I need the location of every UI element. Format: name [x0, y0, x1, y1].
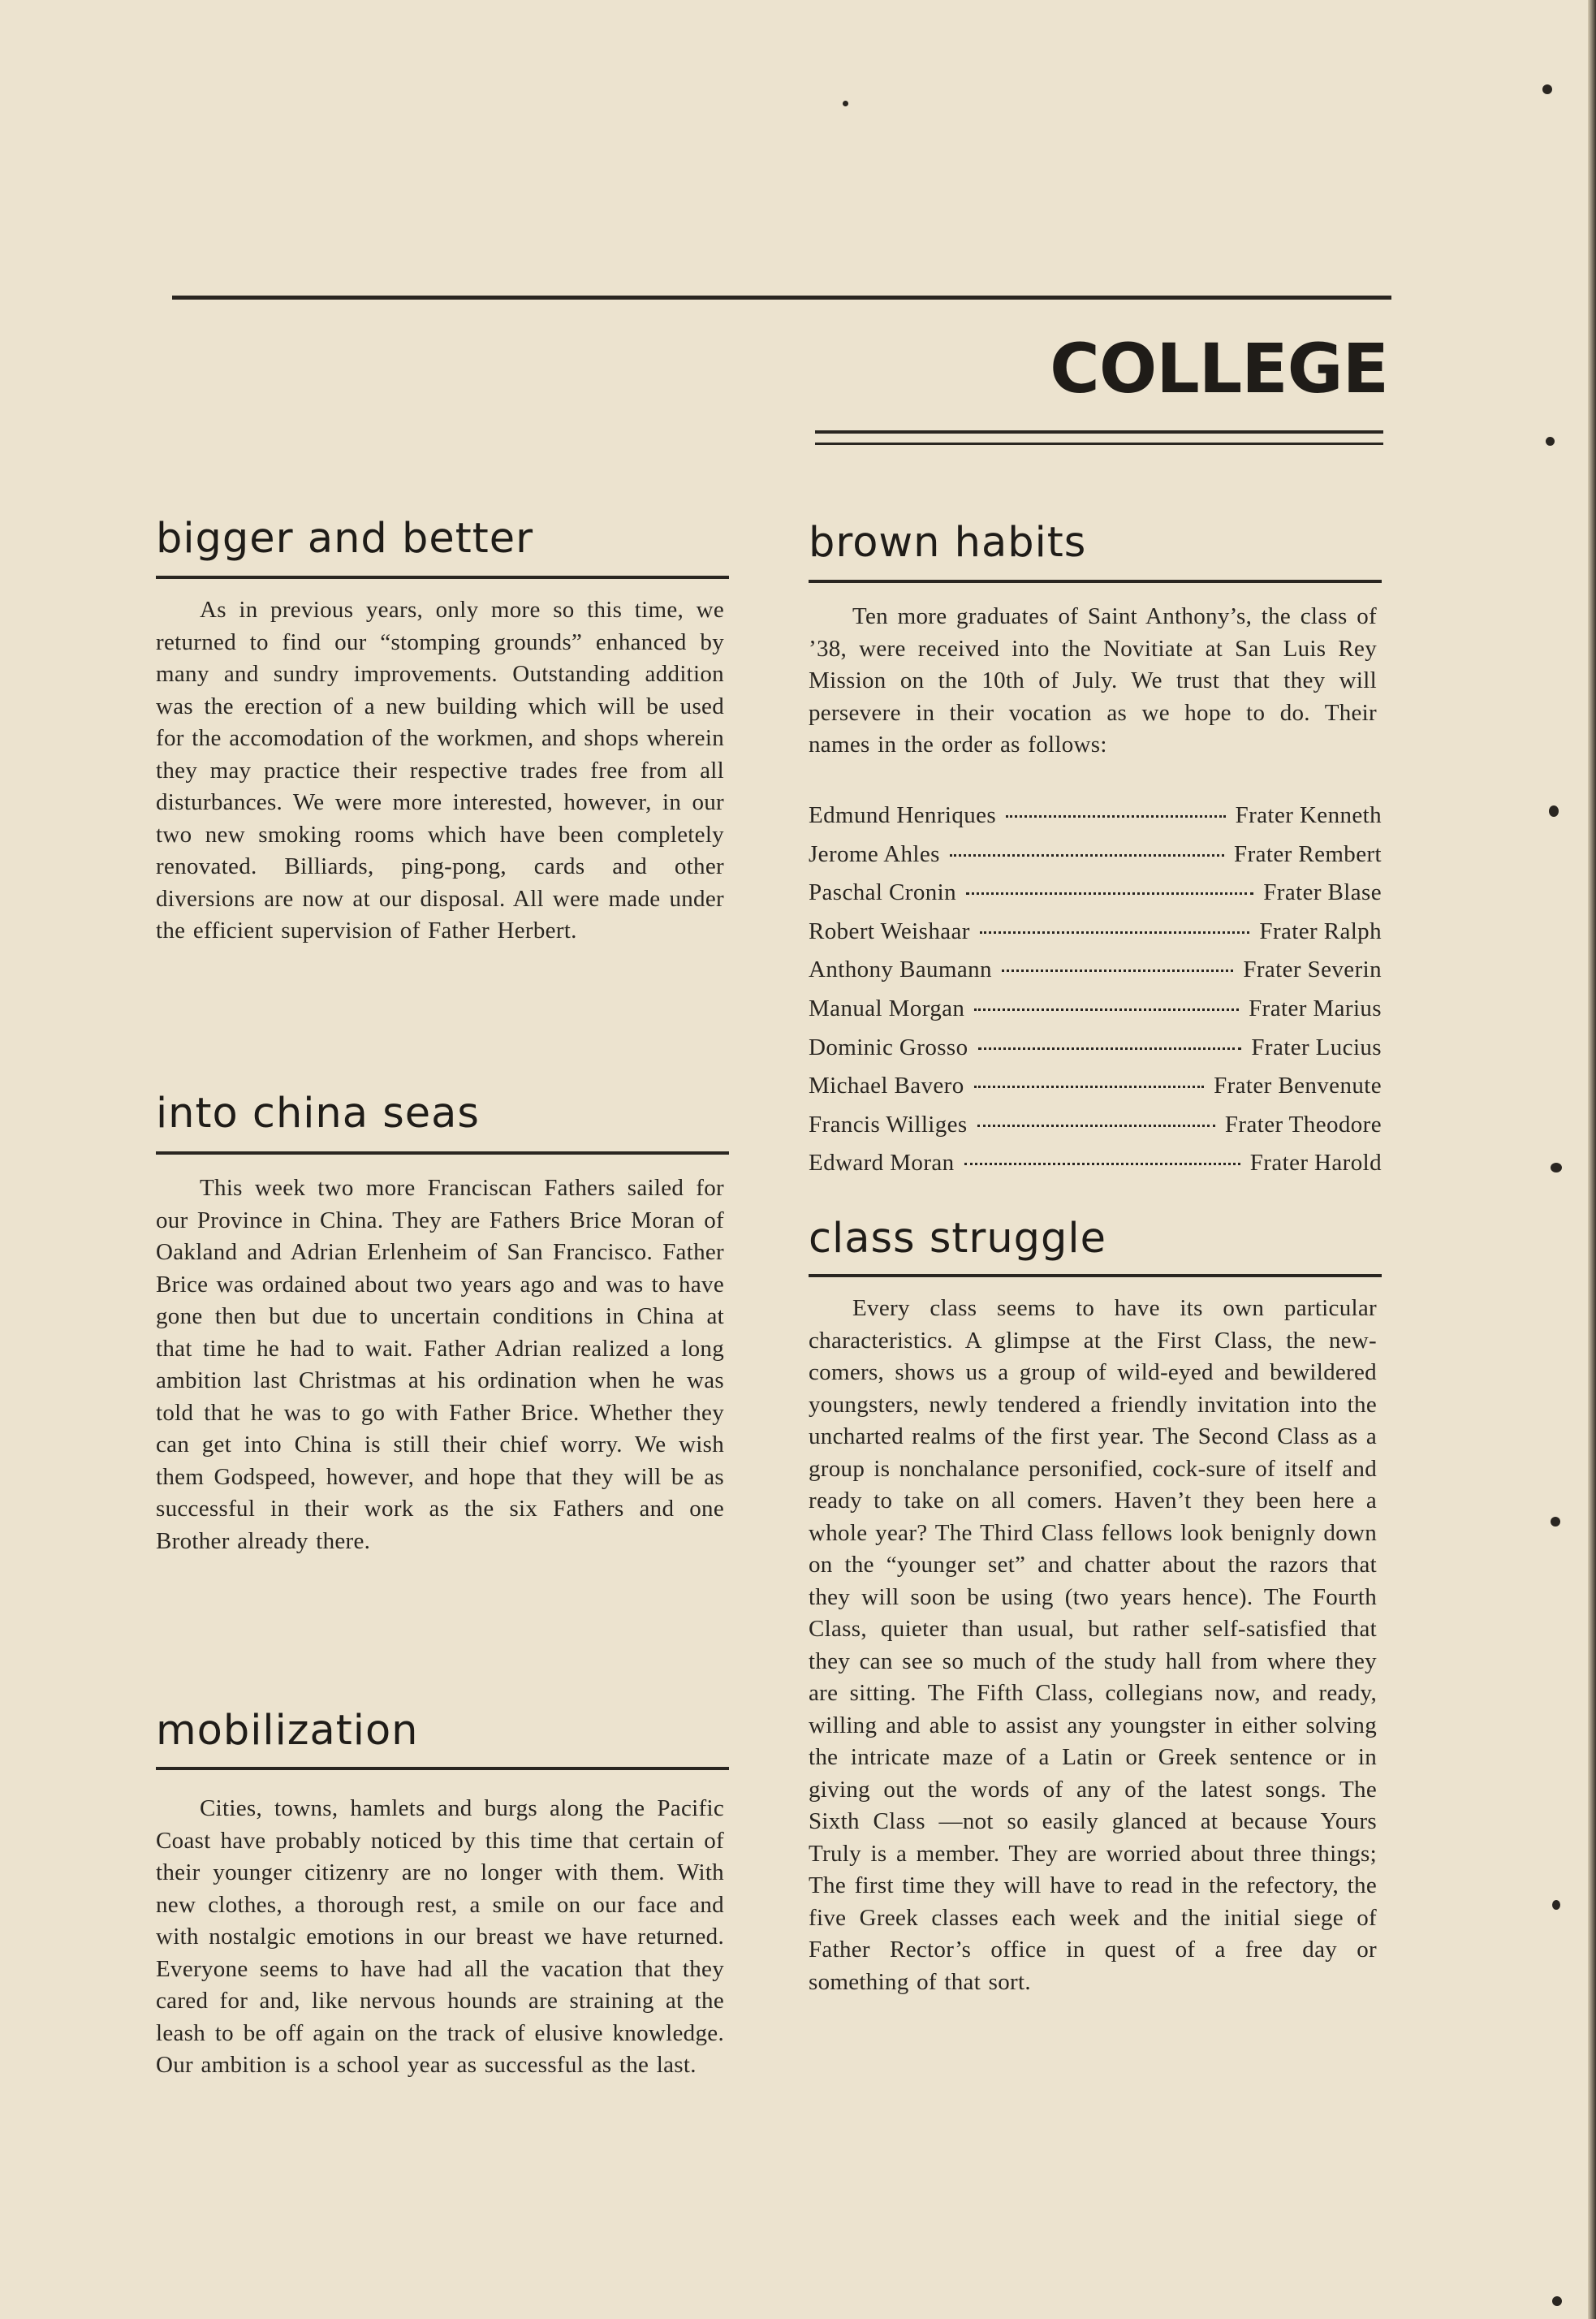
novice-row: [809, 957, 1382, 995]
novice-name: Jerome Ahles: [809, 840, 940, 867]
novice-name: Francis Williges: [809, 1111, 968, 1138]
article-heading: bigger and better: [156, 515, 534, 563]
ink-speck: [1549, 805, 1559, 817]
novice-name: Michael Bavero: [809, 1073, 964, 1099]
heading-rule: [809, 1274, 1382, 1277]
article-heading: class struggle: [809, 1215, 1106, 1263]
article-body: Every class seems to have its own particular characteristics. A glimpse at the First Class, the new-comers, shows us a group of wild-eyed and bewildered youngsters, newly tendered a friendly invitation into the uncharted realms of the first year. The Second Class as a group is nonchalance personified, cock-sure of itself and ready to take on all comers. Haven’t they been here a whole year? The Third Class fellows look benignly down on the “younger set” and chatter about the razors that they will soon be using (two years hence). The Fourth Class, quieter than usual, but rather self-satisfied that they can see so much of the study hall from where they are sitting. The Fifth Class, collegians now, and ready, willing and able to assist any youngster in either solving the intricate maze of a Latin or Greek sentence or in giving out the words of any of the latest songs. The Sixth Class —not so easily glanced at because Yours Truly is a member. They are worried about three things; The first time they will have to read in the refectory, the five Greek classes each week and the initial siege of Father Rector’s office in quest of a free day or something of that sort.: [809, 1295, 1377, 1995]
novice-name: Edward Moran: [809, 1150, 955, 1177]
novice-name: Manual Morgan: [809, 995, 965, 1021]
religious-name: Frater Harold: [1249, 1150, 1382, 1177]
novice-row: [809, 1150, 1382, 1189]
article-body: This week two more Franciscan Fathers sailed for our Province in China. They are Fathers Brice Moran of Oakland and Adrian Erlenheim of San Francisco. Father Brice was ordained about two years ago and was to have gone then but due to uncertain conditions in China at that time he had to wait. Father Adrian realized a long ambition last Christmas at his ordination when he was told that he was to go with Father Brice. Whether they can get into China is still their chief worry. We wish them Godspeed, however, and hope that they will be as successful in their work as the six Fathers and one Brother already there.: [156, 1175, 724, 1554]
religious-name: Frater Theodore: [1224, 1111, 1382, 1138]
heading-rule: [156, 1767, 729, 1770]
novice-name: Robert Weishaar: [809, 918, 970, 944]
top-rule: [172, 296, 1391, 300]
novice-row: [809, 879, 1382, 918]
leader-dots: [980, 931, 1250, 934]
section-title: COLLEGE: [1050, 329, 1388, 408]
novice-row: [809, 918, 1382, 957]
novice-list: [809, 802, 1382, 1189]
ink-speck: [1542, 84, 1552, 94]
religious-name: Frater Rembert: [1234, 840, 1382, 867]
novice-name: Paschal Cronin: [809, 879, 956, 906]
religious-name: Frater Marius: [1249, 995, 1382, 1021]
leader-dots: [964, 1163, 1240, 1165]
article-heading: brown habits: [809, 519, 1087, 567]
article-body: Cities, towns, hamlets and burgs along the Pacific Coast have probably noticed by this time that certain of their younger citizenry are no longer with them. With new clothes, a thorough rest, a smile on our face and with nostalgic emotions in our breast we have returned. Everyone seems to have had all the vacation that they cared for and, like nervous hounds are straining at the leash to be off again on the track of elusive knowledge. Our ambition is a school year as successful as the last.: [156, 1795, 724, 2078]
novice-row: [809, 995, 1382, 1034]
religious-name: Frater Lucius: [1251, 1034, 1382, 1060]
ink-speck: [843, 101, 848, 106]
leader-dots: [1002, 969, 1233, 972]
heading-rule: [156, 1151, 729, 1155]
novice-row: [809, 802, 1382, 841]
ink-speck: [1552, 2296, 1562, 2306]
leader-dots: [978, 1047, 1242, 1050]
novice-name: Anthony Baumann: [809, 957, 992, 983]
leader-dots: [1006, 815, 1226, 818]
novice-name: Edmund Henriques: [809, 802, 997, 828]
heading-rule: [156, 576, 729, 579]
leader-dots: [974, 1008, 1239, 1011]
ink-speck: [1551, 1517, 1560, 1527]
religious-name: Frater Ralph: [1259, 918, 1382, 944]
leader-dots: [950, 854, 1224, 857]
leader-dots: [974, 1086, 1204, 1088]
page-edge: [1588, 0, 1596, 2319]
title-rule-upper: [815, 430, 1383, 434]
article-heading: mobilization: [156, 1707, 419, 1755]
religious-name: Frater Kenneth: [1235, 802, 1382, 828]
title-rule-lower: [815, 443, 1383, 445]
article-heading: into china seas: [156, 1090, 480, 1138]
leader-dots: [966, 892, 1253, 895]
article-body: As in previous years, only more so this time, we returned to find our “stomping grounds” enhanced by many and sundry improvements. Outstanding addition was the erection of a new building which will be used for the accomodation of the workmen, and shops wherein they may practice their respective trades free from all disturbances. We were more interested, however, in our two new smoking rooms which have been completely renovated. Billiards, ping-pong, cards and other diversions are now at our disposal. All were made under the efficient supervision of Father Herbert.: [156, 597, 724, 944]
religious-name: Frater Severin: [1243, 957, 1382, 983]
leader-dots: [977, 1125, 1215, 1127]
ink-speck: [1551, 1163, 1562, 1172]
article-body: Ten more graduates of Saint Anthony’s, the class of ’38, were received into the Novitiate at San Luis Rey Mission on the 10th of July. We trust that they will persevere in their vocation as we hope to do. Their names in the order as follows:: [809, 603, 1377, 758]
ink-speck: [1552, 1900, 1560, 1910]
novice-name: Dominic Grosso: [809, 1034, 968, 1060]
novice-row: [809, 1034, 1382, 1073]
religious-name: Frater Benvenute: [1214, 1073, 1382, 1099]
heading-rule: [809, 580, 1382, 583]
novice-row: [809, 1073, 1382, 1112]
novice-row: [809, 841, 1382, 880]
novice-row: [809, 1112, 1382, 1151]
religious-name: Frater Blase: [1263, 879, 1382, 906]
ink-speck: [1546, 437, 1555, 446]
